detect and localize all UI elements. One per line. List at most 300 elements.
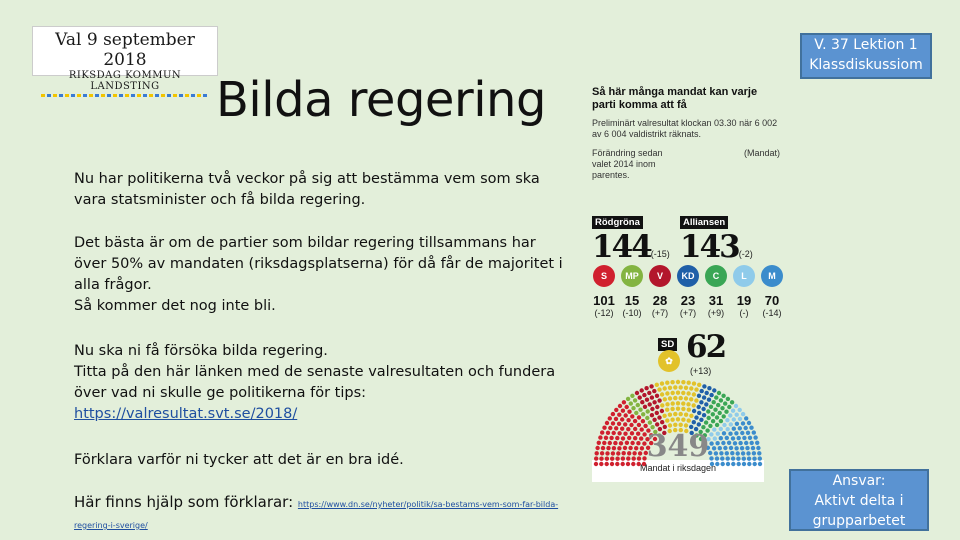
block-change: (-2) xyxy=(738,249,753,259)
seat-m xyxy=(742,436,746,440)
sd-seats: 62 xyxy=(686,329,726,365)
logo-title: Val 9 september 2018 xyxy=(55,30,195,70)
seat-sd xyxy=(681,418,685,422)
seat-m xyxy=(738,441,742,445)
seat-s xyxy=(614,408,618,412)
seat-m xyxy=(751,446,755,450)
seat-sd xyxy=(668,413,672,417)
seat-c xyxy=(717,391,721,395)
seat-v xyxy=(655,394,659,398)
seat-m xyxy=(736,451,740,455)
seat-l xyxy=(712,427,716,431)
seat-s xyxy=(627,451,631,455)
seat-m xyxy=(737,436,741,440)
party-c xyxy=(702,265,730,318)
seat-c xyxy=(718,411,722,415)
seat-s xyxy=(611,451,615,455)
seat-mp xyxy=(634,411,638,415)
seat-s xyxy=(633,436,637,440)
seat-c xyxy=(726,397,730,401)
block-change: (-15) xyxy=(650,249,670,259)
seat-m xyxy=(747,462,751,466)
seat-sd xyxy=(673,396,677,400)
seat-s xyxy=(632,451,636,455)
task-text: Nu ska ni få försöka bilda regering. xyxy=(74,343,328,359)
seat-c xyxy=(723,401,727,405)
seat-mp xyxy=(641,412,645,416)
seat-m xyxy=(731,456,735,460)
seat-v xyxy=(644,386,648,390)
seat-m xyxy=(747,421,751,425)
seat-s xyxy=(617,413,621,417)
seat-m xyxy=(730,451,734,455)
party-logo-icon: V xyxy=(649,265,671,287)
seat-kd xyxy=(701,407,705,411)
seat-s xyxy=(613,441,617,445)
task-instructions: Titta på den här länken med de senaste valresultaten och fundera över vad ni skulle ge politikerna för tips: xyxy=(74,364,556,401)
seat-s xyxy=(610,462,614,466)
seat-c xyxy=(711,419,715,423)
seat-mp xyxy=(636,403,640,407)
dn-help-link[interactable]: https://www.dn.se/nyheter/politik/sa-bestams-vem-som-far-bilda-regering-i-sverige/ xyxy=(74,500,559,530)
seat-s xyxy=(606,431,610,435)
seat-c xyxy=(712,400,716,404)
seat-kd xyxy=(702,384,706,388)
seat-sd xyxy=(679,385,683,389)
party-change: (+9) xyxy=(707,308,725,318)
seat-s xyxy=(621,436,625,440)
seat-l xyxy=(722,423,726,427)
party-seats: 31 xyxy=(708,293,724,308)
seat-v xyxy=(660,420,664,424)
seat-sd xyxy=(681,407,685,411)
responsibility-line3: grupparbetet xyxy=(812,513,906,529)
seat-s xyxy=(594,456,598,460)
seat-l xyxy=(716,432,720,436)
seat-m xyxy=(753,462,757,466)
seat-s xyxy=(626,427,630,431)
seat-v xyxy=(647,391,651,395)
seat-v xyxy=(660,409,664,413)
block-total: 143 xyxy=(680,229,739,265)
seat-s xyxy=(637,415,641,419)
seat-s xyxy=(615,436,619,440)
seat-v xyxy=(650,407,654,411)
majority-text: Det bästa är om de partier som bildar regering tillsammans har över 50% av mandaten (riksdagsplatserna) för då får de majoritet i alla frågor. xyxy=(74,235,563,293)
seat-mp xyxy=(646,409,650,413)
seat-l xyxy=(719,427,723,431)
seat-s xyxy=(630,414,634,418)
seat-m xyxy=(741,421,745,425)
seat-s xyxy=(620,427,624,431)
seat-m xyxy=(745,446,749,450)
lesson-line2: Klassdiskussiom xyxy=(809,57,923,73)
seat-m xyxy=(746,431,750,435)
seat-l xyxy=(731,409,735,413)
block-alliansen xyxy=(680,212,753,264)
seat-sd xyxy=(668,423,672,427)
seat-s xyxy=(633,427,637,431)
seat-c xyxy=(706,409,710,413)
seat-l xyxy=(728,413,732,417)
seat-v xyxy=(655,405,659,409)
seat-l xyxy=(735,413,739,417)
seat-l xyxy=(729,422,733,426)
seat-mp xyxy=(630,394,634,398)
seat-m xyxy=(757,451,761,455)
seat-s xyxy=(597,441,601,445)
seat-sd xyxy=(692,381,696,385)
seat-sd xyxy=(663,386,667,390)
infographic-subtitle: Preliminärt valresultat klockan 03.30 när 6 002 av 6 004 valdistrikt räknats. xyxy=(592,118,778,139)
seat-sd xyxy=(681,401,685,405)
seat-l xyxy=(741,412,745,416)
seat-m xyxy=(744,426,748,430)
seat-m xyxy=(740,431,744,435)
seat-c xyxy=(708,424,712,428)
seat-m xyxy=(722,431,726,435)
party-change: (-14) xyxy=(762,308,782,318)
party-logo-icon: MP xyxy=(621,265,643,287)
seat-s xyxy=(614,426,618,430)
seat-s xyxy=(600,451,604,455)
seat-s xyxy=(620,417,624,421)
party-change: (-10) xyxy=(622,308,642,318)
seat-mp xyxy=(633,398,637,402)
seat-m xyxy=(744,416,748,420)
sd-logo-icon: ✿ xyxy=(658,350,680,372)
seat-s xyxy=(636,432,640,436)
seat-kd xyxy=(697,405,701,409)
seat-mp xyxy=(645,416,649,420)
party-change: (-) xyxy=(739,308,749,318)
seat-s xyxy=(640,446,644,450)
seat-mp xyxy=(629,401,633,405)
block-name: Alliansen xyxy=(680,216,728,229)
responsibility-line2: Aktivt delta i xyxy=(814,493,904,509)
seat-m xyxy=(715,441,719,445)
seat-m xyxy=(718,446,722,450)
seat-s xyxy=(595,446,599,450)
seat-v xyxy=(657,415,661,419)
seat-m xyxy=(747,457,751,461)
seat-s xyxy=(624,413,628,417)
seat-s xyxy=(633,419,637,423)
seat-m xyxy=(725,451,729,455)
seat-s xyxy=(617,446,621,450)
block-name: Rödgröna xyxy=(592,216,643,229)
seat-kd xyxy=(702,413,706,417)
seat-c xyxy=(730,400,734,404)
help-label: Här finns hjälp som förklarar: xyxy=(74,493,294,511)
seat-m xyxy=(732,427,736,431)
help-line xyxy=(74,493,564,535)
seat-m xyxy=(719,436,723,440)
seat-s xyxy=(626,456,630,460)
total-seats: 349 xyxy=(646,429,710,464)
party-seats: 28 xyxy=(652,293,668,308)
seat-l xyxy=(738,408,742,412)
seat-s xyxy=(609,436,613,440)
seat-m xyxy=(744,441,748,445)
seat-m xyxy=(725,436,729,440)
seat-s xyxy=(605,451,609,455)
seat-s xyxy=(625,441,629,445)
seat-sd xyxy=(681,380,685,384)
seat-m xyxy=(723,446,727,450)
seat-s xyxy=(608,426,612,430)
seat-sd xyxy=(687,418,691,422)
party-seats: 15 xyxy=(624,293,640,308)
seat-s xyxy=(623,432,627,436)
lesson-line1: V. 37 Lektion 1 xyxy=(814,37,918,53)
seat-kd xyxy=(697,394,701,398)
seat-kd xyxy=(697,411,701,415)
seat-s xyxy=(640,427,644,431)
seat-s xyxy=(643,424,647,428)
seat-sd xyxy=(665,391,669,395)
seat-s xyxy=(639,436,643,440)
logo-subtitle: RIKSDAG KOMMUN LANDSTING xyxy=(68,70,182,92)
seat-sd xyxy=(673,423,677,427)
seat-m xyxy=(752,430,756,434)
seat-kd xyxy=(699,400,703,404)
party-seats: 101 xyxy=(593,293,615,308)
seat-s xyxy=(604,436,608,440)
seat-s xyxy=(630,441,634,445)
seat-l xyxy=(732,417,736,421)
seat-sd xyxy=(676,407,680,411)
seat-m xyxy=(728,432,732,436)
seat-s xyxy=(616,451,620,455)
seat-kd xyxy=(700,389,704,393)
seat-v xyxy=(657,398,661,402)
seat-s xyxy=(600,430,604,434)
seat-s xyxy=(598,435,602,439)
seat-s xyxy=(605,462,609,466)
seat-m xyxy=(715,456,719,460)
seat-s xyxy=(623,446,627,450)
seat-sd xyxy=(670,380,674,384)
seat-sd xyxy=(687,408,691,412)
seat-sd xyxy=(665,408,669,412)
party-change: (-12) xyxy=(594,308,614,318)
party-kd xyxy=(674,265,702,318)
seat-mp xyxy=(638,408,642,412)
seat-v xyxy=(655,422,659,426)
seat-s xyxy=(610,457,614,461)
sd-party xyxy=(658,329,726,376)
seat-m xyxy=(752,457,756,461)
seat-c xyxy=(711,412,715,416)
seat-sd xyxy=(679,423,683,427)
seat-s xyxy=(614,417,618,421)
seat-c xyxy=(724,410,728,414)
seat-v xyxy=(650,395,654,399)
seat-kd xyxy=(697,422,701,426)
seat-c xyxy=(715,415,719,419)
responsibility-line1: Ansvar: xyxy=(832,473,886,489)
seat-sd xyxy=(668,396,672,400)
seat-c xyxy=(720,406,724,410)
seat-kd xyxy=(692,420,696,424)
seat-s xyxy=(618,404,622,408)
seat-l xyxy=(726,427,730,431)
party-list xyxy=(590,265,790,318)
seat-m xyxy=(736,457,740,461)
seat-v xyxy=(643,405,647,409)
seat-sd xyxy=(673,385,677,389)
seat-s xyxy=(637,456,641,460)
seat-sd xyxy=(663,397,667,401)
infographic-heading: Så här många mandat kan varje parti komma att få xyxy=(592,86,758,111)
seat-m xyxy=(734,446,738,450)
seat-m xyxy=(741,451,745,455)
seat-kd xyxy=(705,391,709,395)
seat-s xyxy=(605,457,609,461)
seat-kd xyxy=(707,398,711,402)
seat-m xyxy=(712,446,716,450)
seat-c xyxy=(715,423,719,427)
seat-v xyxy=(642,393,646,397)
seat-sd xyxy=(684,386,688,390)
seat-s xyxy=(611,412,615,416)
seat-mp xyxy=(631,406,635,410)
parliament-hemicycle xyxy=(592,378,764,482)
seat-m xyxy=(709,441,713,445)
seat-s xyxy=(628,446,632,450)
seat-s xyxy=(606,446,610,450)
seat-sd xyxy=(689,397,693,401)
seat-s xyxy=(621,462,625,466)
seat-c xyxy=(722,414,726,418)
party-logo-icon: S xyxy=(593,265,615,287)
seat-sd xyxy=(679,396,683,400)
seat-c xyxy=(719,398,723,402)
seat-s xyxy=(626,418,630,422)
seat-c xyxy=(727,405,731,409)
seat-s xyxy=(599,457,603,461)
seat-s xyxy=(615,462,619,466)
seat-sd xyxy=(671,401,675,405)
seat-c xyxy=(721,394,725,398)
seat-v xyxy=(655,411,659,415)
seat-sd xyxy=(676,417,680,421)
seat-sd xyxy=(671,391,675,395)
seat-s xyxy=(608,416,612,420)
seat-kd xyxy=(712,388,716,392)
election-infographic xyxy=(566,84,786,484)
seat-v xyxy=(650,413,654,417)
seat-sd xyxy=(660,403,664,407)
seat-m xyxy=(733,441,737,445)
lesson-box xyxy=(800,33,932,79)
party-change: (+7) xyxy=(679,308,697,318)
seat-sd xyxy=(662,414,666,418)
seat-l xyxy=(738,417,742,421)
infographic-unit: (Mandat) xyxy=(744,148,781,158)
seat-m xyxy=(731,436,735,440)
seat-sd xyxy=(676,391,680,395)
seat-sd xyxy=(684,413,688,417)
seat-s xyxy=(627,436,631,440)
seat-sd xyxy=(676,401,680,405)
seat-m xyxy=(753,435,757,439)
seat-kd xyxy=(694,415,698,419)
block-rodgrona xyxy=(592,212,670,264)
seat-v xyxy=(648,402,652,406)
seat-sd xyxy=(679,412,683,416)
paragraph-majority xyxy=(74,233,564,317)
seat-sd xyxy=(676,380,680,384)
seat-v xyxy=(638,395,642,399)
total-seats-label: Mandat i riksdagen xyxy=(639,463,717,473)
party-seats: 23 xyxy=(680,293,696,308)
seat-sd xyxy=(660,381,664,385)
seat-v xyxy=(652,389,656,393)
seat-sd xyxy=(668,386,672,390)
seat-c xyxy=(707,416,711,420)
seat-m xyxy=(738,426,742,430)
seat-mp xyxy=(626,397,630,401)
block-total: 144 xyxy=(592,229,651,265)
responsibility-box xyxy=(789,469,929,531)
seat-sd xyxy=(686,391,690,395)
seat-v xyxy=(645,398,649,402)
seat-s xyxy=(601,446,605,450)
seat-kd xyxy=(704,402,708,406)
seat-v xyxy=(640,400,644,404)
party-logo-icon: L xyxy=(733,265,755,287)
seat-s xyxy=(602,441,606,445)
seat-v xyxy=(635,391,639,395)
seat-s xyxy=(629,423,633,427)
seat-sd xyxy=(665,402,669,406)
seat-c xyxy=(709,405,713,409)
seat-s xyxy=(615,457,619,461)
paragraph-task xyxy=(74,341,564,425)
seat-s xyxy=(641,419,645,423)
seat-sd xyxy=(686,402,690,406)
seat-m xyxy=(726,456,730,460)
seat-s xyxy=(625,405,629,409)
seat-m xyxy=(755,441,759,445)
seat-v xyxy=(649,384,653,388)
seat-m xyxy=(721,441,725,445)
seat-sd xyxy=(692,403,696,407)
seat-c xyxy=(716,403,720,407)
seat-v xyxy=(652,400,656,404)
sd-tag: SD xyxy=(658,338,677,351)
party-s xyxy=(590,265,618,318)
seat-sd xyxy=(687,381,691,385)
party-logo-icon: M xyxy=(761,265,783,287)
svt-results-link[interactable]: https://valresultat.svt.se/2018/ xyxy=(74,406,298,422)
seat-s xyxy=(612,431,616,435)
seat-s xyxy=(611,421,615,425)
seat-s xyxy=(636,441,640,445)
seat-s xyxy=(619,441,623,445)
seat-c xyxy=(719,419,723,423)
logo-dots xyxy=(41,94,209,97)
seat-s xyxy=(637,423,641,427)
seat-s xyxy=(595,451,599,455)
seat-l xyxy=(734,404,738,408)
seat-sd xyxy=(689,386,693,390)
seat-m xyxy=(727,441,731,445)
seat-m xyxy=(735,422,739,426)
seat-sd xyxy=(670,418,674,422)
